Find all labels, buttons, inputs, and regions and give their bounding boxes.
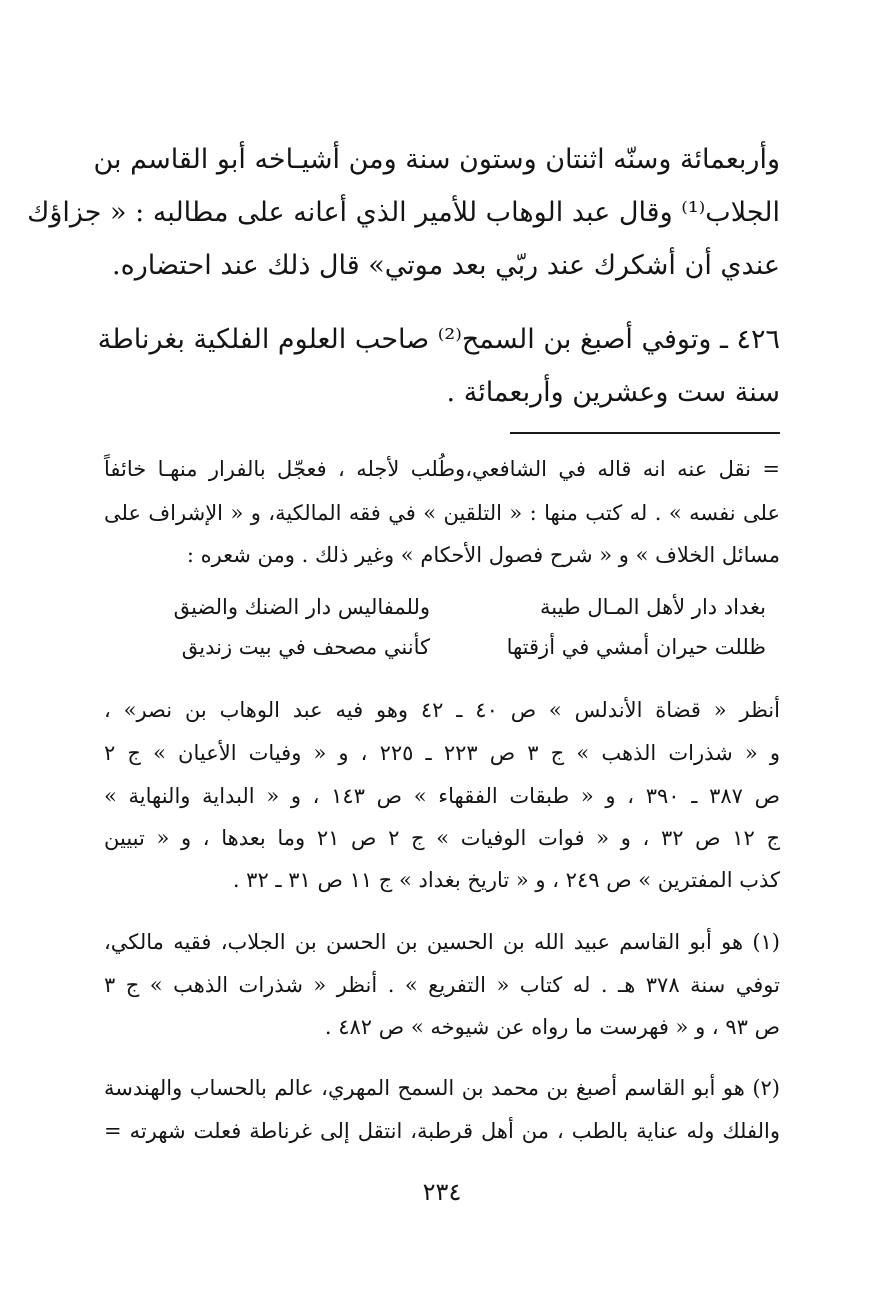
- footnote-1-line: توفي سنة ٣٧٨ هـ . له كتاب « التفريع » . أنظر « شذرات الذهب » ج ٣: [104, 973, 780, 997]
- main-text-line: سنة ست وعشرين وأربعمائة .: [446, 377, 780, 408]
- main-text-line: الجلاب⁽¹⁾ وقال عبد الوهاب للأمير الذي أعانه على مطالبه : « جزاؤك: [27, 197, 780, 228]
- footnote-line: على نفسه » . له كتب منها : « التلقين » في فقه المالكية، و « الإشراف على: [104, 501, 780, 525]
- footnote-2-line: (٢) هو أبو القاسم أصبغ بن محمد بن السمح المهري، عالم بالحساب والهندسة: [104, 1076, 780, 1100]
- main-text-line: ٤٢٦ ـ وتوفي أصبغ بن السمح⁽²⁾ صاحب العلوم الفلكية بغرناطة: [97, 324, 780, 355]
- footnote-separator: [510, 432, 780, 434]
- footnote-line: و « شذرات الذهب » ج ٣ ص ٢٢٣ ـ ٢٢٥ ، و « وفيات الأعيان » ج ٢: [104, 741, 780, 765]
- footnote-1-line: ص ٩٣ ، و « فهرست ما رواه عن شيوخه » ص ٤٨٢ .: [324, 1015, 780, 1039]
- main-text-line: عندي أن أشكرك عند ربّي بعد موتي» قال ذلك عند احتضاره.: [112, 250, 780, 281]
- verse-first-hemistich: ظللت حيران أمشي في أزقتها: [506, 635, 766, 659]
- main-text-line: وأربعمائة وسنّه اثنتان وستون سنة ومن أشيـاخه أبو القاسم بن: [93, 144, 780, 175]
- footnote-line: مسائل الخلاف » و « شرح فصول الأحكام » وغير ذلك . ومن شعره :: [186, 543, 780, 567]
- poem-verse: [130, 637, 766, 658]
- footnote-line: ص ٣٨٧ ـ ٣٩٠ ، و « طبقات الفقهاء » ص ١٤٣ ، و « البداية والنهاية »: [104, 784, 780, 808]
- footnote-1-line: (١) هو أبو القاسم عبيد الله بن الحسين بن الحسن بن الجلاب، فقيه مالكي،: [104, 930, 780, 954]
- verse-second-hemistich: كأنني مصحف في بيت زنديق: [181, 635, 430, 659]
- verse-first-hemistich: بغداد دار لأهل المـال طيبة: [540, 595, 766, 619]
- poem-verse: [130, 597, 766, 618]
- footnote-line: أنظر « قضاة الأندلس » ص ٤٠ ـ ٤٢ وهو فيه عبد الوهاب بن نصر» ،: [104, 698, 780, 722]
- footnote-line: ج ١٢ ص ٣٢ ، و « فوات الوفيات » ج ٢ ص ٢١ وما بعدها ، و « تبيين: [104, 826, 781, 850]
- verse-second-hemistich: وللمفاليس دار الضنك والضيق: [173, 595, 430, 619]
- page-number: ٢٣٤: [422, 1178, 462, 1206]
- footnote-line: = نقل عنه انه قاله في الشافعي،وطُلب لأجله ، فعجّل بالفرار منهـا خائفاً: [104, 457, 780, 481]
- footnote-line: كذب المفترين » ص ٢٤٩ ، و « تاريخ بغداد » ج ١١ ص ٣١ ـ ٣٢ .: [232, 868, 780, 892]
- footnote-2-line: والفلك وله عناية بالطب ، من أهل قرطبة، انتقل إلى غرناطة فعلت شهرته =: [104, 1119, 780, 1143]
